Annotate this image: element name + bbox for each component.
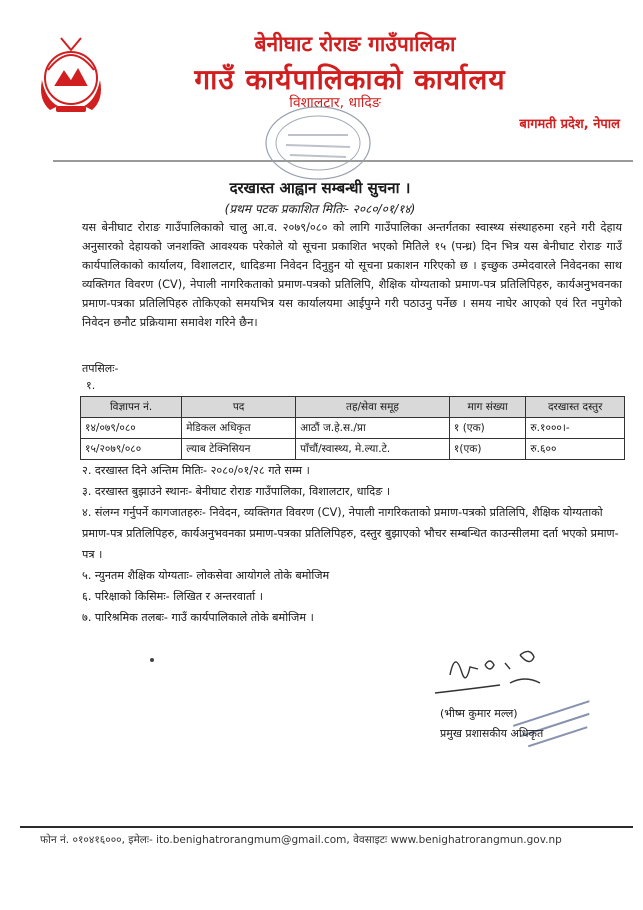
- point-salary: ७. पारिश्रमिक तलबः- गाउँ कार्यपालिकाले तोके बमोजिम ।: [82, 611, 314, 624]
- header-advertisement-no: विज्ञापन नं.: [81, 397, 182, 418]
- header-post: पद: [182, 397, 296, 418]
- notice-subtitle: (प्रथम पटक प्रकाशित मितिः- २०८०/०१/१४): [224, 202, 416, 216]
- table-cell: रु.६००: [526, 439, 625, 460]
- header-level-service: तह/सेवा समूह: [296, 397, 450, 418]
- office-stamp-icon: [258, 95, 378, 185]
- signatory-designation: प्रमुख प्रशासकीय अधिकृत: [440, 727, 544, 740]
- municipality-name: बेनीघाट रोराङ गाउँपालिका: [254, 32, 456, 56]
- signature-stamp-icon: [505, 695, 605, 755]
- table-cell: १५/२०७९/०८०: [81, 439, 182, 460]
- details-label: तपसिलः-: [82, 362, 119, 375]
- header-divider: [53, 160, 633, 162]
- signature-icon: [430, 645, 570, 700]
- point-qualification: ५. न्युनतम शैक्षिक योग्यताः- लोकसेवा आयोगले तोके बमोजिम: [82, 569, 330, 582]
- point-exam-type: ६. परिक्षाको किसिमः- लिखित र अन्तरवार्ता ।: [82, 590, 263, 603]
- point-documents: ४. संलग्न गर्नुपर्ने कागजातहरुः- निवेदन, व्यक्तिगत विवरण (CV), नेपाली नागरिकताको प्रमाण-पत्रको प्रतिलिपि, शैक्षिक योग्यताको प्रमाण-पत्र प्रतिलिपिहरु, कार्यअनुभवनका प्रमाण-पत्रका प्रतिलिपिहरु, दस्तुर बुझाएको भौचर सम्बन्धित काउन्सीलमा दर्ता भएको प्रमाण-पत्र ।: [82, 506, 619, 561]
- table-row: [81, 439, 625, 460]
- table-cell: आठौं ज.हे.स./प्रा: [296, 418, 450, 439]
- item-number-one: १.: [86, 379, 96, 392]
- notice-title: दरखास्त आह्वान सम्बन्धी सुचना ।: [229, 179, 411, 197]
- province-label: बागमती प्रदेश, नेपाल: [519, 117, 620, 132]
- speck: [150, 658, 154, 662]
- point-deadline: २. दरखास्त दिने अन्तिम मितिः- २०८०/०१/२८ गते सम्म ।: [82, 464, 310, 477]
- table-cell: पाँचौं/स्वास्थ्य, मे.ल्या.टे.: [296, 439, 450, 460]
- emblem-logo-icon: [36, 30, 106, 116]
- footer-contact: फोन नं. ०१०४१६०००, इमेलः- ito.benighatrorangmum@gmail.com, वेवसाइटः www.benighatrorangmun.gov.np: [40, 834, 562, 846]
- signatory-name: (भीष्म कुमार मल्ल): [440, 707, 518, 720]
- notice-points: [82, 460, 622, 628]
- table-header-row: [81, 397, 625, 418]
- table-cell: १४/०७९/०८०: [81, 418, 182, 439]
- table-cell: ल्याब टेक्निसियन: [182, 439, 296, 460]
- header-demand-count: माग संख्या: [449, 397, 526, 418]
- office-location: विशालटार, धादिङ: [289, 95, 381, 111]
- point-submission-place: ३. दरखास्त बुझाउने स्थानः- बेनीघाट रोराङ गाउँपालिका, विशालटार, धादिङ ।: [82, 485, 391, 498]
- notice-body: यस बेनीघाट रोराङ गाउँपालिकाको चालु आ.व. २०७९/०८० को लागि गाउँपालिका अन्तर्गतका स्वास्थ्य संस्थाहरुमा रहने गरी देहाय अनुसारको देहायको जनशक्ति आवश्यक परेकोले यो सूचना प्रकाशित भएको मितिले १५ (पन्ध्र) दिन भित्र यस बेनीघाट रोराङ गाउँ कार्यपालिकाको कार्यालय, विशालटार, धादिङमा निवेदन दिनुहुन यो सूचना प्रकाशन गरिएको छ । इच्छुक उम्मेदवारले निवेदनका साथ व्यक्तिगत विवरण (CV), नेपाली नागरिकताको प्रमाण-पत्रको प्रतिलिपि, शैक्षिक योग्यताको प्रमाण-पत्र प्रतिलिपिहरु, कार्यअनुभवनका प्रमाण-पत्रका प्रतिलिपिहरु तोकिएको समयभित्र यस कार्यालयमा आईपुग्ने गरी पठाउनु पर्नेछ । समय नाघेर आएको एवं रित नपुगेको निवेदन छनौट प्रक्रियामा समावेश गरिने छैन।: [82, 221, 622, 329]
- table-cell: मेडिकल अधिकृत: [182, 418, 296, 439]
- vacancy-table: [80, 396, 625, 460]
- table-cell: १(एक): [449, 439, 526, 460]
- header-application-fee: दरखास्त दस्तुर: [526, 397, 625, 418]
- table-row: [81, 418, 625, 439]
- office-title: गाउँ कार्यपालिकाको कार्यालय: [194, 63, 506, 96]
- table-cell: रु.१०००।-: [526, 418, 625, 439]
- table-cell: १ (एक): [449, 418, 526, 439]
- footer-divider: [20, 826, 633, 828]
